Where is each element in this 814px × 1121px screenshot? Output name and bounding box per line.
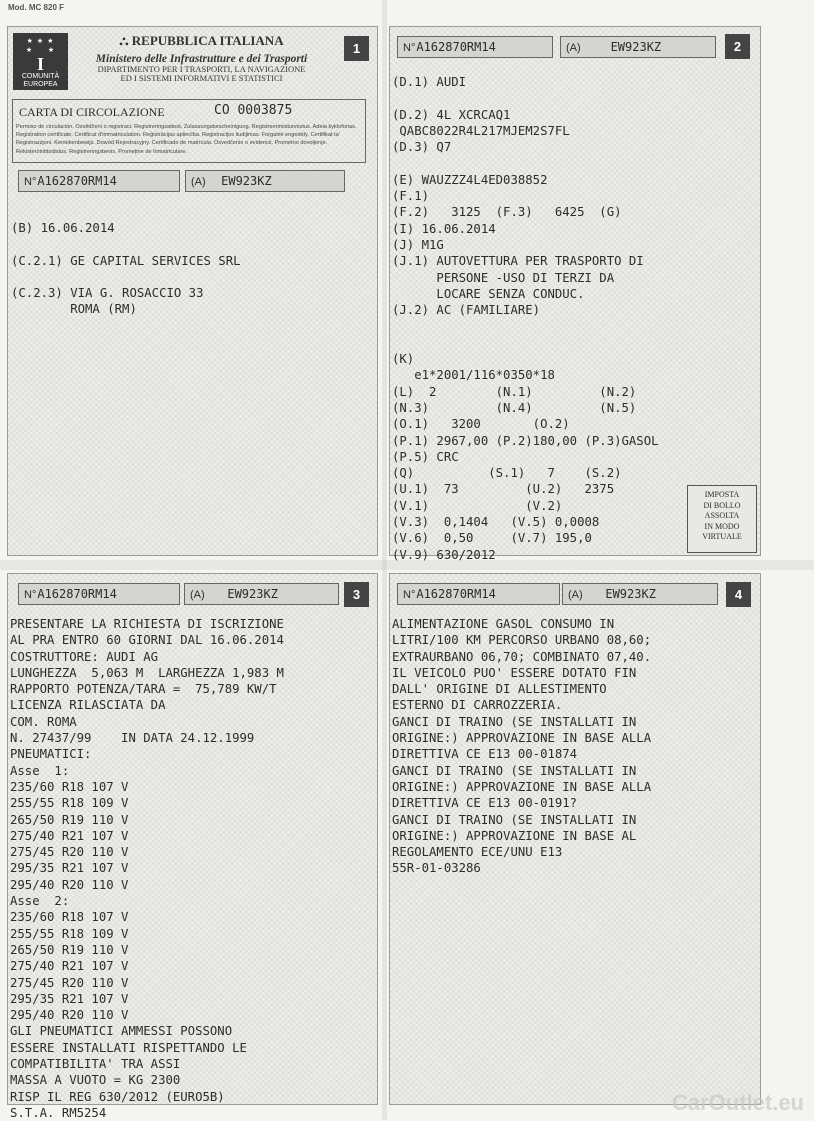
text-line: 55R-01-03286 — [392, 861, 481, 876]
text-line: RISP IL REG 630/2012 (EURO5B) — [10, 1089, 225, 1104]
text-line: Asse 2: — [10, 894, 70, 909]
text-line — [392, 90, 659, 106]
stamp-line: ASSOLTA — [704, 511, 740, 520]
text-line: ORIGINE:) APPROVAZIONE IN BASE ALLA — [392, 731, 652, 746]
text-line: 275/40 R21 107 V — [10, 959, 129, 974]
text-line: 235/60 R18 107 V — [10, 779, 129, 794]
text-line: LUNGHEZZA 5,063 M LARGHEZZA 1,983 M — [10, 665, 284, 680]
text-line: e1*2001/116*0350*18 — [392, 368, 555, 383]
text-line: AL PRA ENTRO 60 GIORNI DAL 16.06.2014 — [10, 633, 284, 648]
tax-stamp — [687, 485, 757, 553]
text-line — [392, 318, 659, 334]
text-line: (D.2) 4L XCRCAQ1 — [392, 107, 511, 122]
text-line: (V.3) 0,1404 (V.5) 0,0008 — [392, 515, 600, 530]
text-line: QABC8022R4L217MJEM2S7FL — [392, 123, 570, 138]
text-line: (V.1) (V.2) — [392, 498, 563, 513]
text-line: ORIGINE:) APPROVAZIONE IN BASE AL — [392, 828, 637, 843]
text-line: (B) 16.06.2014 — [11, 221, 115, 235]
text-line: PRESENTARE LA RICHIESTA DI ISCRIZIONE — [10, 617, 284, 631]
text-line: N. 27437/99 IN DATA 24.12.1999 — [10, 731, 255, 746]
text-line: ALIMENTAZIONE GASOL CONSUMO IN — [392, 617, 615, 631]
text-line: 255/55 R18 109 V — [10, 926, 129, 941]
text-line: (V.6) 0,50 (V.7) 195,0 — [392, 531, 592, 546]
ministry-title: Ministero delle Infrastrutture e dei Trasporti — [95, 53, 308, 65]
text-line: (C.2.3) VIA G. ROSACCIO 33 — [11, 286, 204, 301]
text-line: (P.1) 2967,00 (P.2)180,00 (P.3)GASOL — [392, 433, 659, 448]
text-line: GANCI DI TRAINO (SE INSTALLATI IN — [392, 812, 637, 827]
republic-title: REPUBBLICA ITALIANA — [131, 33, 284, 48]
text-line: 235/60 R18 107 V — [10, 910, 129, 925]
emblem-icon: ⛬ — [119, 33, 132, 48]
form-model-label: Mod. MC 820 F — [8, 3, 65, 12]
eu-flag-icon — [13, 33, 68, 90]
certificate-number: CO 0003875 — [214, 103, 293, 118]
text-line: 265/50 R19 110 V — [10, 812, 129, 827]
panel-number: 4 — [726, 582, 751, 607]
eu-label: COMUNITÀ EUROPEA — [21, 73, 60, 88]
certificate-block — [12, 99, 366, 163]
text-line — [11, 236, 241, 252]
registration-id-box: N°A162870RM14 — [397, 583, 560, 605]
text-line: Asse 1: — [10, 763, 70, 778]
stamp-line: IN MODO — [704, 521, 740, 531]
panel-2 — [389, 26, 761, 562]
panel-1 — [7, 26, 378, 556]
panel-number: 2 — [725, 34, 750, 59]
text-line — [392, 155, 659, 171]
text-line: LOCARE SENZA CONDUC. — [392, 286, 585, 301]
dept-line-2: ED I SISTEMI INFORMATIVI E STATISTICI — [120, 73, 283, 83]
text-line: RAPPORTO POTENZA/TARA = 75,789 KW/T — [10, 682, 277, 697]
text-line: (U.1) 73 (U.2) 2375 — [392, 482, 615, 497]
plate-box: (A) EW923KZ — [562, 583, 718, 605]
country-code: I — [36, 54, 44, 74]
text-line: (N.3) (N.4) (N.5) — [392, 400, 637, 415]
certificate-title: CARTA DI CIRCOLAZIONE — [19, 105, 165, 119]
panel-4-text — [392, 616, 651, 877]
text-line: (J) M1G — [392, 237, 444, 252]
text-line: ORIGINE:) APPROVAZIONE IN BASE ALLA — [392, 779, 652, 794]
text-line: (L) 2 (N.1) (N.2) — [392, 384, 637, 399]
text-line: (F.1) — [392, 189, 430, 204]
text-line: (E) WAUZZZ4L4ED038852 — [392, 172, 548, 187]
text-line: (D.3) Q7 — [392, 140, 452, 155]
text-line — [11, 269, 241, 285]
text-line: (C.2.1) GE CAPITAL SERVICES SRL — [11, 253, 241, 268]
plate-box: (A) EW923KZ — [560, 36, 716, 58]
plate-box: (A) EW923KZ — [184, 583, 339, 605]
stamp-line: IMPOSTA — [704, 490, 740, 499]
text-line: S.T.A. RM5254 — [10, 1105, 107, 1120]
text-line: COM. ROMA — [10, 714, 77, 729]
text-line: EXTRAURBANO 06,70; COMBINATO 07,40. — [392, 649, 652, 664]
text-line: (O.1) 3200 (O.2) — [392, 417, 570, 432]
text-line: 275/40 R21 107 V — [10, 828, 129, 843]
text-line: (D.1) AUDI — [392, 75, 467, 89]
text-line: LICENZA RILASCIATA DA — [10, 698, 166, 713]
text-line: 295/35 R21 107 V — [10, 991, 129, 1006]
panel-3 — [7, 573, 378, 1120]
registration-id-box: N°A162870RM14 — [18, 583, 180, 605]
registration-id-box: N°A162870RM14 — [397, 36, 553, 58]
panel-4 — [389, 573, 761, 1105]
multilingual-permit-text: Permiso de circulación. Osvědčení o registraci. Registreringsattest. Zulassungsbescheinigung. Registreerimistunnistus. Adeia kykloforias. Registration certificate. Certificat d'immatriculation. Reģistrācijas apliecība. Registracijos liudijimas. Forgalmi engedély. Certifikat ta' Registrazzjoni. Kentekenbewijs. Dowód Rejestracyjny. Certificado de matrícula. Osvedčenie o evidencii. Prometno dovoljenje. Rekisteröintitodistus. Registreringsbevis. Promeține de înmatriculare. — [16, 124, 357, 155]
text-line: (J.1) AUTOVETTURA PER TRASPORTO DI — [392, 254, 644, 269]
text-line: GANCI DI TRAINO (SE INSTALLATI IN — [392, 714, 637, 729]
text-line: 295/35 R21 107 V — [10, 861, 129, 876]
text-line: MASSA A VUOTO = KG 2300 — [10, 1073, 181, 1088]
text-line: 295/40 R20 110 V — [10, 1008, 129, 1023]
text-line: 295/40 R20 110 V — [10, 877, 129, 892]
text-line: (J.2) AC (FAMILIARE) — [392, 303, 541, 318]
panel-3-text — [10, 616, 284, 1121]
text-line: GLI PNEUMATICI AMMESSI POSSONO — [10, 1024, 233, 1039]
registration-id-box: N°A162870RM14 — [18, 170, 180, 192]
dept-line-1: DIPARTIMENTO PER I TRASPORTI, LA NAVIGAZIONE — [97, 64, 306, 74]
text-line: (F.2) 3125 (F.3) 6425 (G) — [392, 205, 622, 220]
plate-box: (A) EW923KZ — [185, 170, 345, 192]
watermark: CarOutlet.eu — [671, 1090, 804, 1115]
panel-number: 3 — [344, 582, 369, 607]
text-line: LITRI/100 KM PERCORSO URBANO 08,60; — [392, 633, 652, 648]
text-line: (I) 16.06.2014 — [392, 221, 496, 236]
text-line: 275/45 R20 110 V — [10, 975, 129, 990]
panel-1-text — [11, 220, 241, 318]
issuer-header — [74, 33, 329, 83]
text-line: DALL' ORIGINE DI ALLESTIMENTO — [392, 682, 607, 697]
panel-2-text — [392, 74, 659, 563]
text-line: DIRETTIVA CE E13 00-0191? — [392, 796, 578, 811]
text-line: IL VEICOLO PUO' ESSERE DOTATO FIN — [392, 665, 637, 680]
text-line: GANCI DI TRAINO (SE INSTALLATI IN — [392, 763, 637, 778]
text-line: PNEUMATICI: — [10, 747, 92, 762]
text-line: COSTRUTTORE: AUDI AG — [10, 649, 159, 664]
eu-stars-icon: ★ ★ ★ ★ ★ — [25, 38, 56, 54]
text-line — [392, 335, 659, 351]
stamp-line: VIRTUALE — [702, 532, 742, 541]
text-line: (K) — [392, 352, 415, 367]
text-line: 275/45 R20 110 V — [10, 845, 129, 860]
text-line: 265/50 R19 110 V — [10, 942, 129, 957]
text-line: ESSERE INSTALLATI RISPETTANDO LE — [10, 1040, 247, 1055]
text-line: PERSONE -USO DI TERZI DA — [392, 270, 615, 285]
text-line: REGOLAMENTO ECE/UNU E13 — [392, 845, 563, 860]
text-line: DIRETTIVA CE E13 00-01874 — [392, 747, 578, 762]
text-line: 255/55 R18 109 V — [10, 796, 129, 811]
text-line: ESTERNO DI CARROZZERIA. — [392, 698, 563, 713]
text-line: COMPATIBILITA' TRA ASSI — [10, 1057, 181, 1072]
text-line: (V.9) 630/2012 — [392, 547, 496, 562]
text-line: (Q) (S.1) 7 (S.2) — [392, 466, 622, 481]
stamp-line: DI BOLLO — [703, 500, 741, 510]
panel-number: 1 — [344, 36, 369, 61]
text-line: (P.5) CRC — [392, 449, 459, 464]
text-line: ROMA (RM) — [11, 302, 137, 317]
